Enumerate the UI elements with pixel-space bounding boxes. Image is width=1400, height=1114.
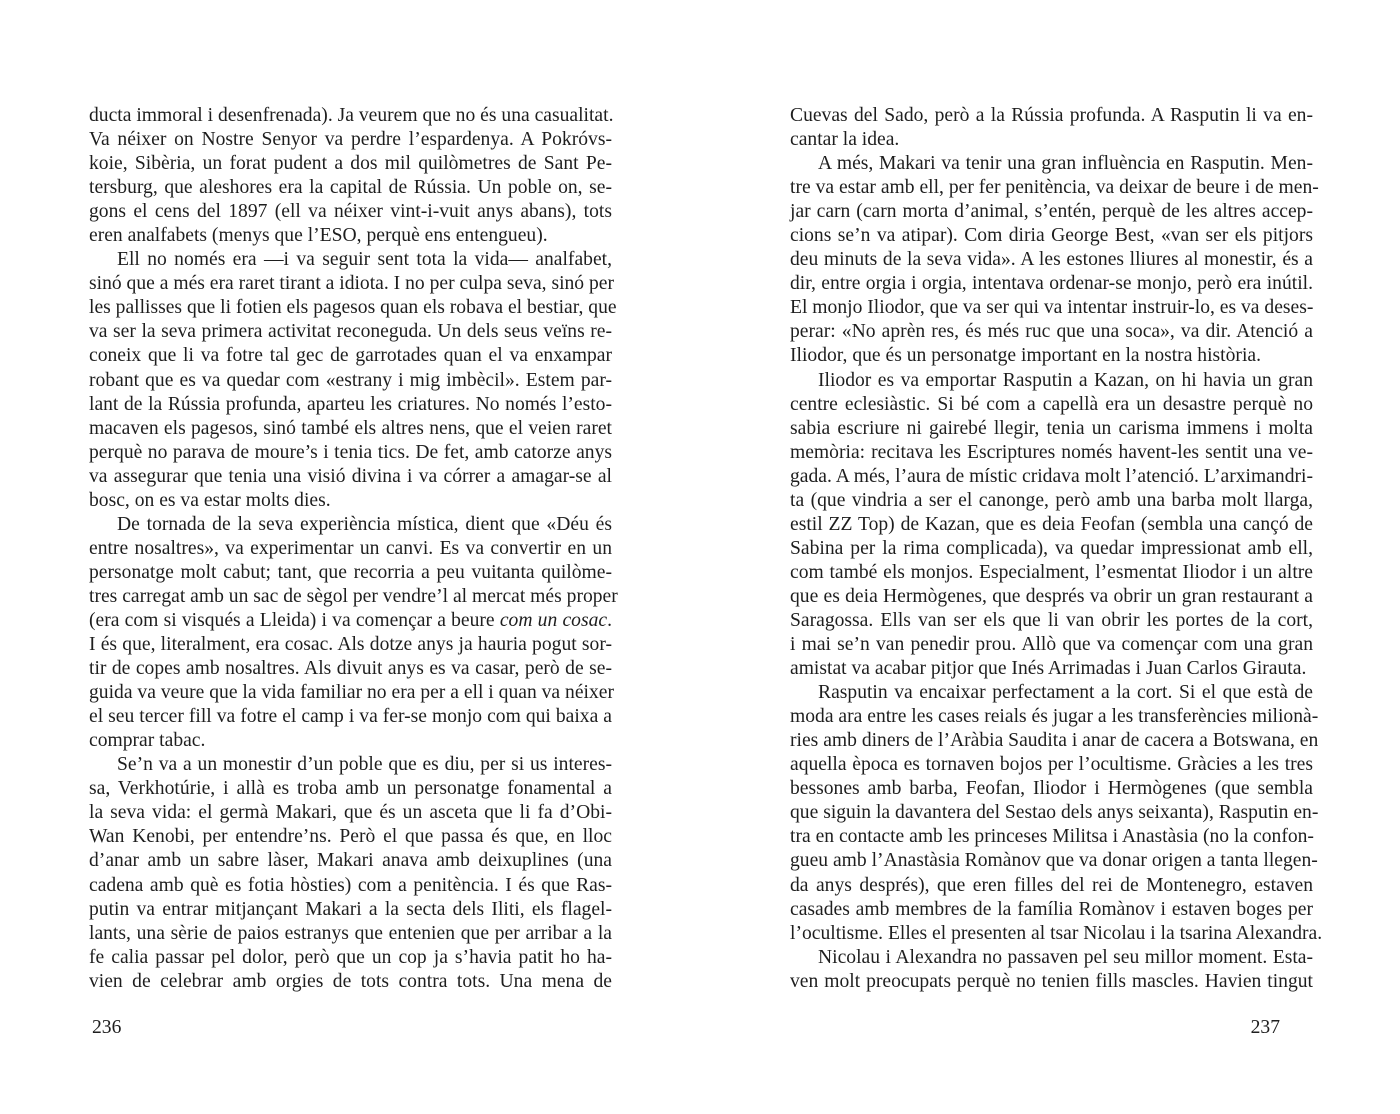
text-line: estil ZZ Top) de Kazan, que es deia Feofan (sembla una cançó de xyxy=(790,513,1313,535)
right-page xyxy=(700,0,1400,1114)
text-line: que siguin la davantera del Sestao dels anys seixanta), Rasputin en- xyxy=(790,802,1319,824)
text-line: dir, entre orgia i orgia, intentava ordenar-se monjo, però era inútil. xyxy=(790,273,1313,295)
text-line: amistat va acabar pitjor que Inés Arrimadas i Juan Carlos Girauta. xyxy=(790,658,1307,680)
text-line: deu minuts de la seva vida». A les estones lliures al monestir, és a xyxy=(790,249,1313,271)
text-line: aquella època es tornaven bojos per l’ocultisme. Gràcies a les tres xyxy=(790,754,1313,776)
text-line: Va néixer on Nostre Senyor va perdre l’espardenya. A Pokróvs- xyxy=(89,129,612,151)
text-line: moda ara entre les cases reials és jugar a les transferències milionà- xyxy=(790,706,1319,728)
text-line: Ell no només era —i va seguir sent tota la vida— analfabet, xyxy=(117,249,612,271)
text-line: Se’n va a un monestir d’un poble que es diu, per si us interes- xyxy=(117,754,612,776)
text-line: casades amb membres de la família Romànov i estaven boges per xyxy=(790,898,1313,920)
text-line: lants, una sèrie de paios estranys que entenien que per arribar a la xyxy=(89,922,612,944)
text-line: ries amb diners de l’Aràbia Saudita i anar de cacera a Botswana, en xyxy=(790,730,1319,752)
text-line: bosc, on es va estar molts dies. xyxy=(89,489,331,511)
text-line: putin va entrar mitjançant Makari a la secta dels Iliti, els flagel- xyxy=(89,898,612,920)
text-line: da anys després), que eren filles del rei de Montenegro, estaven xyxy=(790,874,1313,896)
text-line: Wan Kenobi, per entendre’ns. Però el que passa és que, en lloc xyxy=(89,826,612,848)
text-line: centre eclesiàstic. Si bé com a capellà era un desastre perquè no xyxy=(790,393,1313,415)
text-line: guida va veure que la vida familiar no era per a ell i quan va néixer xyxy=(89,682,614,704)
text-line: coneix que li va fotre tal gec de garrotades quan el va enxampar xyxy=(89,345,612,367)
text-line: sa, Verkhotúrie, i allà es troba amb un personatge fonamental a xyxy=(89,778,612,800)
text-line: el seu tercer fill va fotre el camp i va fer-se monjo com qui baixa a xyxy=(89,706,612,728)
text-line: koie, Sibèria, un forat pudent a dos mil quilòmetres de Sant Pe- xyxy=(89,153,612,175)
text-line: comprar tabac. xyxy=(89,730,206,752)
text-line: tres carregat amb un sac de sègol per vendre’l al mercat més proper xyxy=(89,585,618,607)
text-line: lant de la Rússia profunda, aparteu les criatures. No només l’esto- xyxy=(89,393,612,415)
text-line: jar carn (carn morta d’animal, s’entén, perquè de les altres accep- xyxy=(790,201,1313,223)
text-line: gueu amb l’Anastàsia Romànov que va donar origen a tanta llegen- xyxy=(790,850,1318,872)
text-line: ta (que vindria a ser el canonge, però amb una barba molt llarga, xyxy=(790,489,1313,511)
text-line: Iliodor es va emportar Rasputin a Kazan, on hi havia un gran xyxy=(818,369,1313,391)
text-line: macaven els pagesos, sinó també els altres nens, que el veien raret xyxy=(89,417,612,439)
text-line: tre va estar amb ell, per fer penitència, va deixar de beure i de men- xyxy=(790,177,1319,199)
text-line: gons el cens del 1897 (ell va néixer vint-i-vuit anys abans), tots xyxy=(89,201,612,223)
text-line: sinó que a més era raret tirant a idiota. I no per culpa seva, sinó per xyxy=(89,273,615,295)
text-line: Nicolau i Alexandra no passaven pel seu millor moment. Esta- xyxy=(818,946,1313,968)
text-line: personatge molt cabut; tant, que recorria a peu vuitanta quilòme- xyxy=(89,561,612,583)
text-line: Sabina per la rima complicada), va quedar impressionat amb ell, xyxy=(790,537,1313,559)
text-line: la seva vida: el germà Makari, que és un asceta que li fa d’Obi- xyxy=(89,802,612,824)
text-line: El monjo Iliodor, que va ser qui va intentar instruir-lo, es va deses- xyxy=(790,297,1314,319)
text-line: va assegurar que tenia una visió divina i va córrer a amagar-se al xyxy=(89,465,612,487)
text-line: Saragossa. Ells van ser els que li van obrir les portes de la cort, xyxy=(790,609,1313,631)
italic-phrase: com un cosac xyxy=(499,609,608,631)
text-line: cadena amb què es fotia hòsties) com a penitència. I és que Ras- xyxy=(89,874,612,896)
left-page-text xyxy=(89,104,618,994)
text-line: l’ocultisme. Elles el presenten al tsar Nicolau i la tsarina Alexandra. xyxy=(790,922,1323,944)
text-line: d’anar amb un sabre làser, Makari anava amb deixuplines (una xyxy=(89,850,612,872)
text-line: Rasputin va encaixar perfectament a la cort. Si el que està de xyxy=(818,682,1313,704)
text-line: fe calia passar pel dolor, però que un cop ja s’havia patit ho ha- xyxy=(89,946,612,968)
text-line: A més, Makari va tenir una gran influència en Rasputin. Men- xyxy=(818,153,1313,175)
text-line: vien de celebrar amb orgies de tots contra tots. Una mena de xyxy=(89,970,612,992)
text-line: De tornada de la seva experiència mística, dient que «Déu és xyxy=(117,513,612,535)
text-line: (era com si visqués a Lleida) i va començar a beure com un cosac. xyxy=(89,609,612,631)
text-line: tersburg, que aleshores era la capital de Rússia. Un poble on, se- xyxy=(89,177,612,199)
text-line: I és que, literalment, era cosac. Als dotze anys ja hauria pogut sor- xyxy=(89,634,612,656)
text-line: ven molt preocupats perquè no tenien fills mascles. Havien tingut xyxy=(790,970,1313,992)
left-page-number: 236 xyxy=(92,1017,122,1038)
text-line: tir de copes amb nosaltres. Als divuit anys es va casar, però de se- xyxy=(89,658,612,680)
text-line: memòria: recitava les Escriptures només havent-les sentit una ve- xyxy=(790,441,1313,463)
right-page-number: 237 xyxy=(1250,1017,1280,1038)
text-line: tra en contacte amb les princeses Militsa i Anastàsia (no la confon- xyxy=(790,826,1314,848)
text-line: com també els monjos. Especialment, l’esmentat Iliodor i un altre xyxy=(790,561,1313,583)
text-line: perar: «No aprèn res, és més ruc que una soca», va dir. Atenció a xyxy=(790,321,1313,343)
text-line: va ser la seva primera activitat reconeguda. Un dels seus veïns re- xyxy=(89,321,612,343)
text-line: perquè no parava de moure’s i tenia tics. De fet, amb catorze anys xyxy=(89,441,612,463)
text-line: entre nosaltres», va experimentar un canvi. Es va convertir en un xyxy=(89,537,612,559)
text-line: eren analfabets (menys que l’ESO, perquè ens entengueu). xyxy=(89,225,548,247)
text-line: sabia escriure ni gairebé llegir, tenia un carisma immens i molta xyxy=(790,417,1313,439)
text-line: cions se’n va atipar). Com diria George Best, «van ser els pitjors xyxy=(790,225,1313,247)
text-line: cantar la idea. xyxy=(790,129,900,151)
text-line: robant que es va quedar com «estrany i mig imbècil». Estem par- xyxy=(89,369,612,391)
text-line: ducta immoral i desenfrenada). Ja veurem que no és una casualitat. xyxy=(89,105,614,126)
text-line: i mai se’n van penedir prou. Allò que va començar com una gran xyxy=(790,634,1313,656)
text-line: gada. A més, l’aura de místic cridava molt l’atenció. L’arximandri- xyxy=(790,465,1313,487)
text-line: les pallisses que li fotien els pagesos quan els robava el bestiar, que xyxy=(89,297,617,319)
right-page-text xyxy=(790,104,1323,994)
text-line: Cuevas del Sado, però a la Rússia profunda. A Rasputin li va en- xyxy=(790,105,1313,126)
text-line: que es deia Hermògenes, que després va obrir un gran restaurant a xyxy=(790,585,1313,607)
text-line: Iliodor, que és un personatge important en la nostra història. xyxy=(790,345,1261,367)
text-line: bessones amb barba, Feofan, Iliodor i Hermògenes (que sembla xyxy=(790,778,1313,800)
